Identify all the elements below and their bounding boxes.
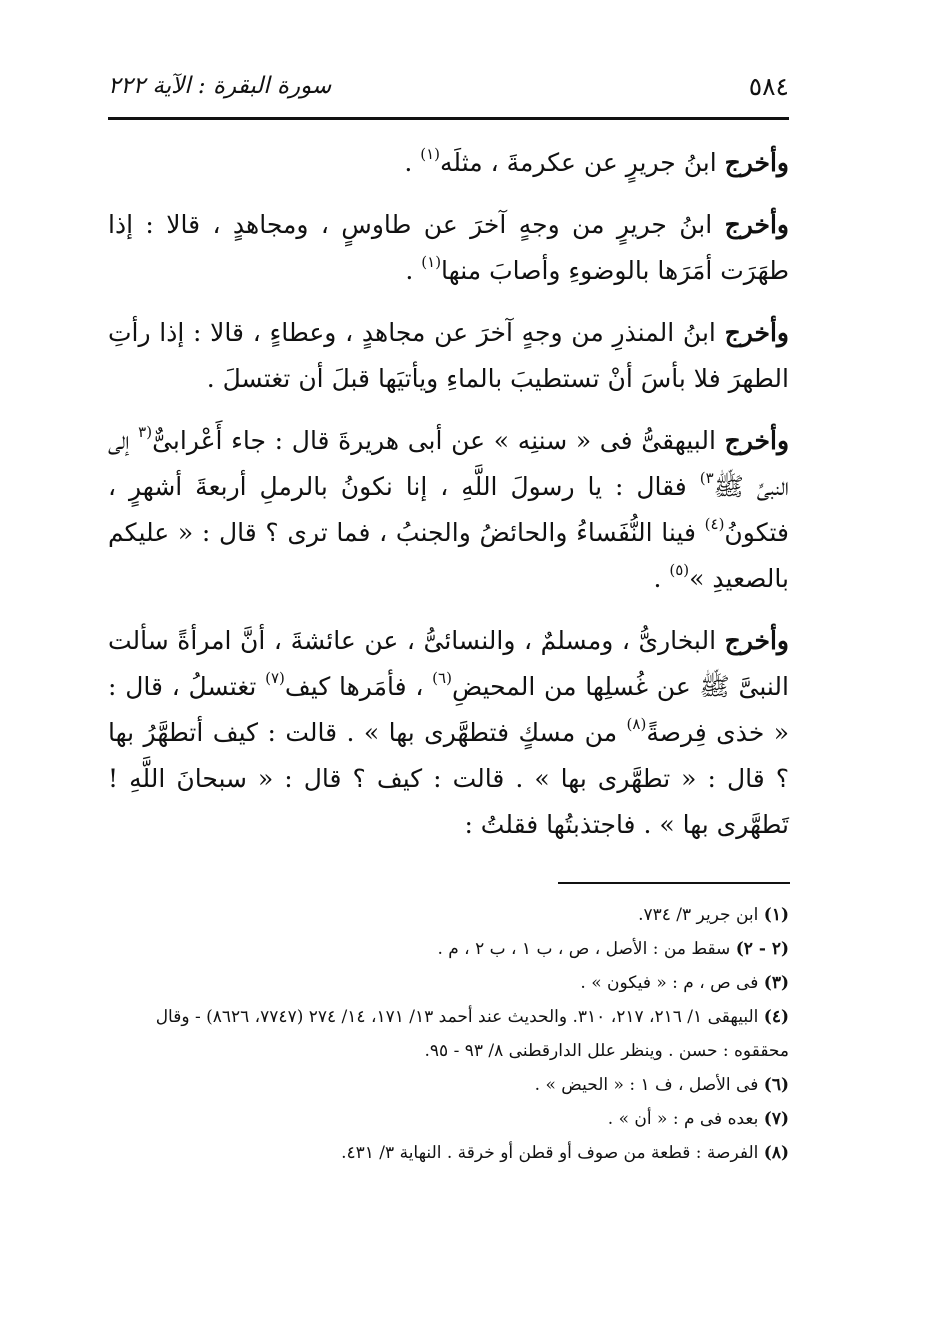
paragraph-text: إلى النبىِّ ﷺ: [108, 426, 789, 501]
footnote: [108, 1136, 789, 1170]
footnote-rule: [558, 882, 790, 884]
footnote-text: البيهقى ١/ ٢١٦، ٢١٧، ٣١٠. والحديث عند أحمد ١٣/ ١٧١، ١٤/ ٢٧٤ (٧٧٤٧، ٨٦٢٦) - وقال محققوه : حسن . وينظر علل الدارقطنى ٨/ ٩٣ - ٩٥.: [155, 1007, 789, 1061]
paragraph-lead: وأخرج: [724, 148, 789, 177]
footnote-number: (٨): [763, 1143, 789, 1163]
paragraph-lead: وأخرج: [724, 318, 789, 347]
footnote: [108, 932, 789, 966]
footnote-number: (٤): [763, 1007, 789, 1027]
footnote: [108, 1068, 789, 1102]
footnote-ref: (٧): [265, 669, 285, 687]
paragraph: [108, 310, 789, 402]
footnote-text: الفرصة : قطعة من صوف أو قطن أو خرقة . النهاية ٣/ ٤٣١.: [341, 1143, 764, 1163]
paragraph: [108, 618, 789, 848]
paragraph-lead: وأخرج: [724, 626, 789, 655]
footnote-ref: (٥): [669, 561, 690, 579]
footnote-text: فى الأصل ، ف ١ : « الحيض » .: [534, 1075, 764, 1095]
paragraph-lead: وأخرج: [724, 426, 790, 455]
footnotes: [108, 898, 789, 1170]
footnote-ref: (١): [421, 253, 442, 271]
main-text: [108, 140, 789, 864]
paragraph-tail: .: [404, 148, 421, 177]
surah-title: سورة البقرة : الآية ٢٢٢: [108, 73, 332, 99]
footnote: [108, 1000, 789, 1068]
paragraph-lead: وأخرج: [724, 210, 789, 239]
footnote-ref: (٨): [626, 715, 647, 733]
footnote-ref: (٤): [704, 515, 725, 533]
footnote-number: (٣): [763, 973, 789, 993]
paragraph-text: فينا النُّفَساءُ والحائضُ والجنبُ ، فما ترى ؟ قال : « عليكم بالصعيدِ »: [108, 518, 789, 593]
footnote: [108, 966, 789, 1000]
page-header: [108, 64, 789, 108]
footnote-ref: ٣): [699, 469, 714, 487]
paragraph-tail: .: [653, 564, 670, 593]
paragraph: [108, 418, 789, 602]
paragraph-text: ابنُ المنذرِ من وجهٍ آخرَ عن مجاهدٍ ، وعطاءٍ ، قالا : إذا رأتِ الطهرَ فلا بأسَ أنْ تستطيبَ بالماءِ ويأتيَها قبلَ أن تغتسلَ .: [108, 318, 789, 393]
footnote-ref: (٦): [432, 669, 452, 687]
paragraph-text: ، فأمَرها كيف: [284, 672, 433, 701]
page-number: ٥٨٤: [748, 71, 789, 101]
footnote-text: سقط من : الأصل ، ص ، ب ١ ، ب ٢ ، م .: [437, 939, 736, 959]
paragraph-text: من مسكٍ فتطهَّرى بها » . قالت : كيف أتطهَّرُ بها ؟ قال : « تطهَّرى بها » . قالت : كيف ؟ قال : « سبحانَ اللَّهِ ! تَطهَّرى بها » . فاجتذبتُها فقلتُ :: [108, 718, 789, 839]
paragraph-text: ابنُ جريرٍ عن عكرمةَ ، مثلَه: [440, 148, 725, 177]
footnote-text: ابن جرير ٣/ ٧٣٤.: [638, 905, 764, 925]
footnote: [108, 1102, 789, 1136]
footnote-ref: (٣: [138, 423, 153, 441]
header-rule: [108, 117, 789, 120]
paragraph-text: البخارىُّ ، ومسلمٌ ، والنسائىُّ ، عن عائشةَ ، أنَّ امرأةً سألت النبىَّ ﷺ عن غُسلِها من المحيضِ: [108, 626, 789, 701]
footnote-number: (٧): [763, 1109, 789, 1129]
paragraph-text: ابنُ جريرٍ من وجهٍ آخرَ عن طاوسٍ ، ومجاهدٍ ، قالا : إذا طهَرَت أمَرَها بالوضوءِ وأصابَ منها: [108, 210, 789, 285]
footnote: [108, 898, 789, 932]
footnote-number: (٢ - ٢): [735, 939, 789, 959]
paragraph-text: فقال : يا رسولَ اللَّهِ ، إنا نكونُ بالرملِ أربعةَ أشهرٍ ، فتكونُ: [108, 472, 789, 547]
footnote-number: (١): [763, 905, 789, 925]
paragraph: [108, 202, 789, 294]
footnote-text: بعده فى م : « أن » .: [607, 1109, 764, 1129]
paragraph: [108, 140, 789, 186]
paragraph-text: البيهقىُّ فى « سننِه » عن أبى هريرةَ قال : جاء أَعْرابىٌّ: [152, 426, 725, 455]
footnote-ref: (١): [420, 145, 441, 163]
paragraph-tail: .: [405, 256, 422, 285]
footnote-text: فى ص ، م : « فيكون » .: [580, 973, 764, 993]
footnote-number: (٦): [763, 1075, 789, 1095]
paragraph-text: تغتسلُ ، قال : « خذى فِرصةً: [108, 672, 790, 747]
